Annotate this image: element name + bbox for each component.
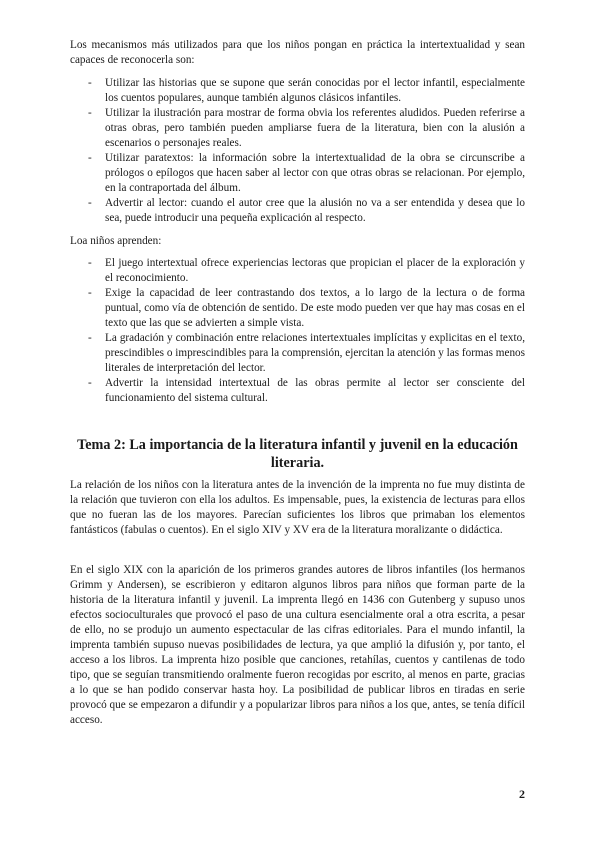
list-item [88,256,525,286]
list-dash: - [88,77,92,89]
section-title: Tema 2: La importancia de la literatura infantil y juvenil en la educación literaria. [77,437,518,471]
list-dash: - [88,197,92,209]
list-dash: - [88,152,92,164]
list-dash: - [88,332,92,344]
list-item [88,376,525,406]
list-dash: - [88,287,92,299]
list-item-text: Advertir la intensidad intertextual de las obras permite al lector ser consciente del funcionamiento del sistema cultural. [105,377,525,404]
list-item [88,196,525,226]
list-item [88,76,525,106]
list-item-text: Utilizar paratextos: la información sobre la intertextualidad de la obra se circunscribe a prólogos o epílogos que hacen saber al lector con que otras obras se relacionan. Por ejemplo, en la contraportada del álbum. [105,152,525,194]
list-item [88,106,525,151]
list-item-text: Advertir al lector: cuando el autor cree que la alusión no va a ser entendida y desea que lo sea, puede introducir una pequeña explicación al respecto. [105,197,525,224]
list-dash: - [88,377,92,389]
mechanisms-list [88,76,525,226]
learnings-list [88,256,525,406]
list-item-text: Utilizar las historias que se supone que serán conocidas por el lector infantil, especialmente los cuentos populares, aunque también algunos clásicos infantiles. [105,77,525,104]
body-paragraph: En el siglo XIX con la aparición de los primeros grandes autores de libros infantiles (los hermanos Grimm y Andersen), se escribieron y editaron algunos libros para niños que forman parte de la historia de la literatura infantil y juvenil. La imprenta llegó en 1436 con Gutenberg y supuso unos efectos socioculturales que provocó el paso de una cultura esencialmente oral a otra escrita, a pesar de ello, no se produjo un aumento espectacular de las cifras editoriales. Para el mundo infantil, la imprenta también supuso nuevas posibilidades de lectura, ya que amplió la difusión y, por tanto, el acceso a los libros. La imprenta hizo posible que canciones, retahílas, cuentos y cantilenas de todo tipo, que se seguían transmitiendo oralmente fueron recogidas por escrito, al menos en parte, gracias a lo que se han podido conservar hasta hoy. La posibilidad de publicar libros en tiradas en serie provocó que se empezaron a difundir y a popularizar libros para niños a los que, antes, se tenía difícil acceso. [70,564,525,726]
list-item-text: La gradación y combinación entre relaciones intertextuales implícitas y explicitas en el texto, prescindibles o imprescindibles para la comprensión, ejercitan la atención y las formas menos literales de interpretación del lector. [105,332,525,374]
intro-paragraph: Los mecanismos más utilizados para que los niños pongan en práctica la intertextualidad y sean capaces de reconocerla son: [70,39,525,66]
learn-heading: Loa niños aprenden: [70,235,162,247]
list-dash: - [88,107,92,119]
list-item-text: Exige la capacidad de leer contrastando dos textos, a lo largo de la lectura o de forma puntual, como vía de obtención de sentido. De este modo pueden ver que hay mas cosas en el texto que las que se advierten a simple vista. [105,287,525,329]
list-item [88,286,525,331]
list-item-text: El juego intertextual ofrece experiencias lectoras que propician el placer de la exploración y el reconocimiento. [105,257,525,284]
list-item [88,331,525,376]
list-item-text: Utilizar la ilustración para mostrar de forma obvia los referentes aludidos. Pueden referirse a otras obras, pero también pueden ampliarse fuera de la literatura, bien con la alusión a escenarios o personajes reales. [105,107,525,149]
page-number: 2 [519,787,525,801]
body-paragraph: La relación de los niños con la literatura antes de la invención de la imprenta no fue muy distinta de la relación que tuvieron con ella los adultos. Es impensable, pues, la existencia de lecturas para ellos que no fueran las de los mayores. Parecían suficientes los libros que primaban los elementos fantásticos (fabulas o cuentos). En el siglo XIV y XV era de la literatura moralizante o didáctica. [70,479,525,536]
list-dash: - [88,257,92,269]
list-item [88,151,525,196]
